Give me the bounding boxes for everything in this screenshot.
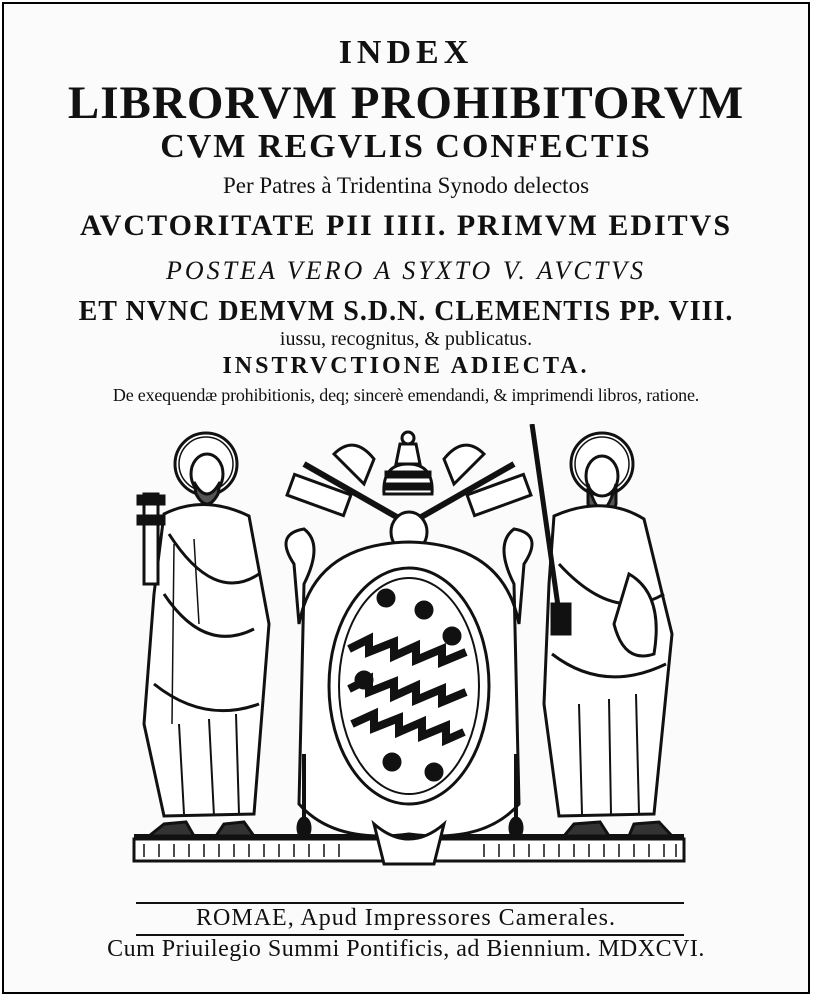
woodcut-illustration xyxy=(4,424,808,884)
title-page xyxy=(2,2,810,994)
title-line-iussu: iussu, recognitus, & publicatus. xyxy=(279,328,533,350)
title-line-instructione: INSTRVCTIONE ADIECTA. xyxy=(222,353,590,379)
title-index: INDEX xyxy=(338,34,474,71)
title-line-postea: POSTEA VERO A SYXTO V. AVCTVS xyxy=(165,256,647,285)
imprint-rule-top xyxy=(136,902,684,904)
imprint-privilege: Cum Priuilegio Summi Pontificis, ad Biennium. MDXCVI. xyxy=(107,936,705,962)
title-line-exequendae: De exequendæ prohibitionis, deq; sincerè emendandi, & imprimendi libros, ratione. xyxy=(112,385,700,405)
title-subtitle: CVM REGVLIS CONFECTIS xyxy=(160,128,652,165)
imprint-place: ROMAE, Apud Impressores Camerales. xyxy=(196,905,616,931)
papal-coat-of-arms xyxy=(286,432,532,864)
saint-peter-figure xyxy=(138,433,269,836)
title-line-auctoritate: AVCTORITATE PII IIII. PRIMVM EDITVS xyxy=(79,209,733,242)
title-main: LIBRORVM PROHIBITORVM xyxy=(67,77,745,129)
title-line-patres: Per Patres à Tridentina Synodo delectos xyxy=(222,173,590,198)
title-line-nunc: ET NVNC DEMVM S.D.N. CLEMENTIS PP. VIII. xyxy=(78,296,734,327)
saint-paul-figure xyxy=(532,424,672,836)
